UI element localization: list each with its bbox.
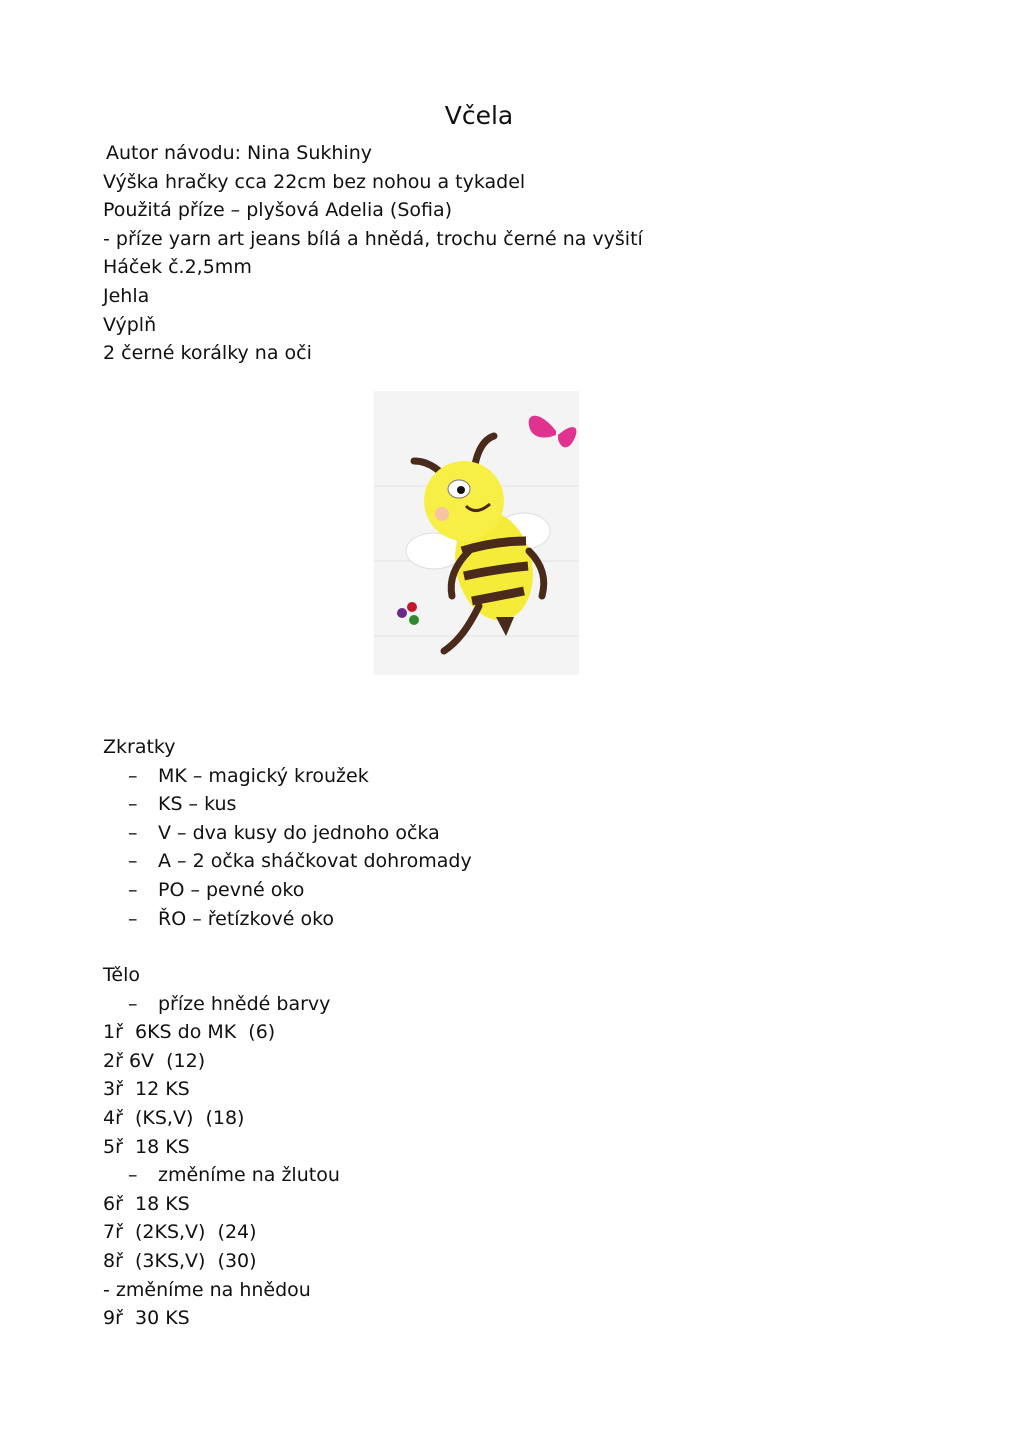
dash-glyph: – <box>128 764 138 787</box>
instruction-row: 1ř 6KS do MK (6) <box>103 1021 276 1044</box>
body-section <box>103 961 340 1333</box>
abbreviation-item: – V – dva kusy do jednoho očka <box>103 819 472 848</box>
intro-line: Výplň <box>103 313 157 336</box>
instruction-row: - změníme na hnědou <box>103 1278 311 1301</box>
instruction-row: 8ř (3KS,V) (30) <box>103 1249 257 1272</box>
abbreviation-item: – ŘO – řetízkové oko <box>103 905 472 934</box>
dash-glyph: – <box>128 1164 138 1187</box>
abbreviation-item: – MK – magický kroužek <box>103 762 472 791</box>
instruction-row: 5ř 18 KS <box>103 1135 190 1158</box>
dash-glyph: – <box>128 907 138 930</box>
abbreviations-block <box>103 733 472 933</box>
abbreviation-item: – KS – kus <box>103 790 472 819</box>
instruction-note: – příze hnědé barvy <box>103 990 340 1019</box>
intro-line: Jehla <box>103 284 150 307</box>
dash-glyph: – <box>128 793 138 816</box>
abbreviation-item: – PO – pevné oko <box>103 876 472 905</box>
intro-block <box>103 139 643 368</box>
crochet-bee-photo <box>374 391 579 675</box>
body-instructions <box>103 990 340 1333</box>
abbreviations-heading: Zkratky <box>103 736 176 758</box>
dash-glyph: – <box>128 878 138 901</box>
intro-line: Výška hračky cca 22cm bez nohou a tykadel <box>103 170 526 193</box>
instruction-row: 2ř 6V (12) <box>103 1049 206 1072</box>
intro-line: - příze yarn art jeans bílá a hnědá, trochu černé na vyšití <box>103 227 643 250</box>
intro-line: Použitá příze – plyšová Adelia (Sofia) <box>103 199 453 222</box>
body-heading: Tělo <box>103 964 140 986</box>
instruction-note: – změníme na žlutou <box>103 1161 340 1190</box>
document-title: Včela <box>444 101 514 130</box>
instruction-row: 3ř 12 KS <box>103 1078 190 1101</box>
intro-line: Háček č.2,5mm <box>103 256 252 279</box>
instruction-row: 9ř 30 KS <box>103 1307 190 1330</box>
abbreviation-item: – A – 2 očka sháčkovat dohromady <box>103 847 472 876</box>
dash-glyph: – <box>128 821 138 844</box>
instruction-row: 7ř (2KS,V) (24) <box>103 1221 257 1244</box>
dash-glyph: – <box>128 992 138 1015</box>
dash-glyph: – <box>128 850 138 873</box>
author-line: Autor návodu: Nina Sukhiny <box>106 142 372 164</box>
intro-line: 2 černé korálky na oči <box>103 342 312 365</box>
instruction-row: 6ř 18 KS <box>103 1192 190 1215</box>
instruction-row: 4ř (KS,V) (18) <box>103 1106 245 1129</box>
